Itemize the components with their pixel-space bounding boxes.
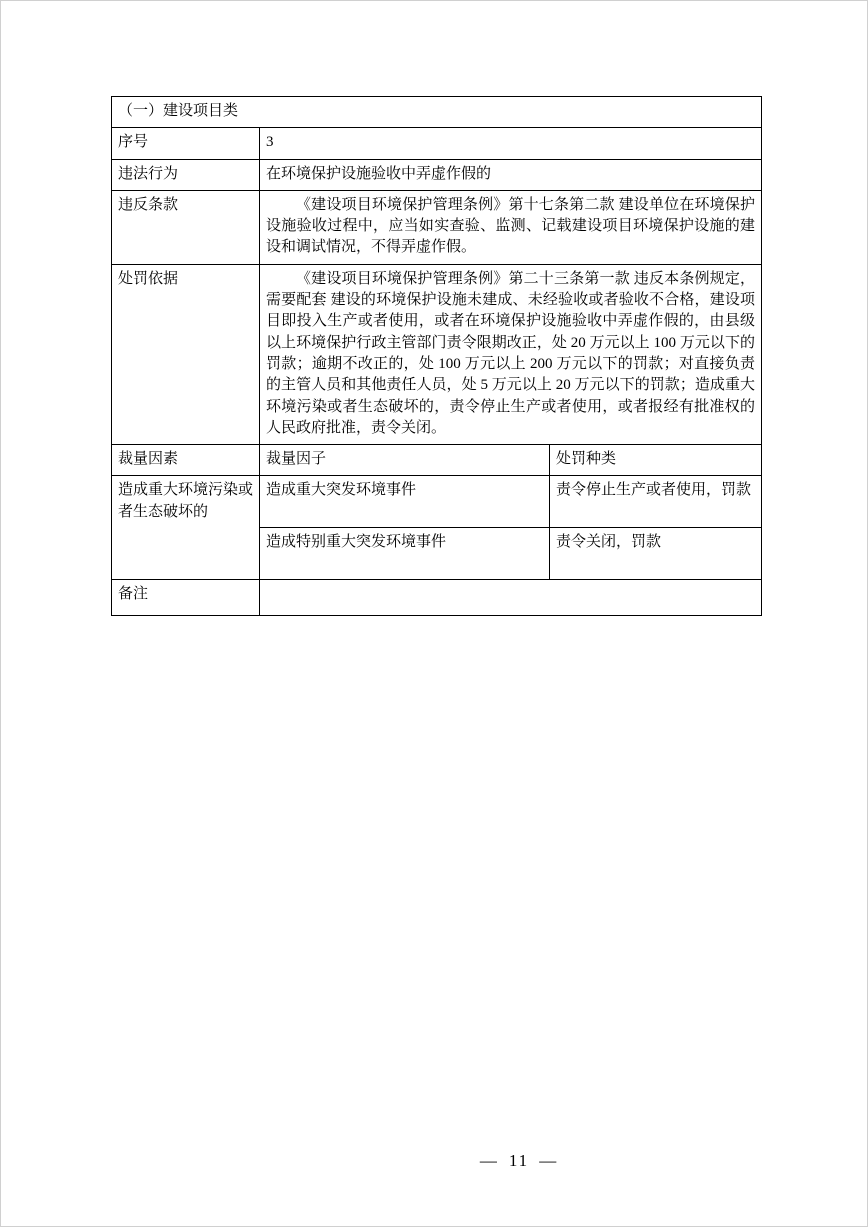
page-number-value: 11 [508,1151,530,1170]
sequence-label: 序号 [112,128,260,159]
discretion-label: 裁量因素 [112,445,260,476]
clause-value: 《建设项目环境保护管理条例》第十七条第二款 建设单位在环境保护设施验收过程中，应当如实查验、监测、记载建设项目环境保护设施的建设和调试情况，不得弄虚作假。 [260,190,762,264]
discretion-factor-header: 裁量因子 [260,445,550,476]
violation-label: 违法行为 [112,159,260,190]
penalty-type-value: 责令关闭，罚款 [550,528,762,580]
table-row-penalty-basis [112,264,762,444]
table-row-discretion-header [112,445,762,476]
clause-label: 违反条款 [112,190,260,264]
page-number-dash-right: — [539,1151,559,1170]
sequence-value: 3 [260,128,762,159]
table-row-factor-1 [112,476,762,528]
factor-value: 造成重大突发环境事件 [260,476,550,528]
table-row-title [112,97,762,128]
page-number-dash-left: — [479,1151,499,1170]
violation-value: 在环境保护设施验收中弄虚作假的 [260,159,762,190]
table-title: （一）建设项目类 [112,97,762,128]
table-row-violation [112,159,762,190]
factor-group-label: 造成重大环境污染或者生态破坏的 [112,476,260,580]
penalty-type-value: 责令停止生产或者使用，罚款 [550,476,762,528]
document-content [111,96,761,616]
table-row-sequence [112,128,762,159]
penalty-type-header: 处罚种类 [550,445,762,476]
page-number [1,1151,867,1171]
remark-value [260,580,762,616]
remark-label: 备注 [112,580,260,616]
penalty-basis-label: 处罚依据 [112,264,260,444]
penalty-discretion-table [111,96,762,616]
penalty-basis-value: 《建设项目环境保护管理条例》第二十三条第一款 违反本条例规定，需要配套 建设的环境保护设施未建成、未经验收或者验收不合格，建设项目即投入生产或者使用，或者在环境保护设施验收中弄虚作假的，由县级以上环境保护行政主管部门责令限期改正，处 20 万元以上 100 万元以下的罚款；逾期不改正的，处 100 万元以上 200 万元以下的罚款；对直接负责的主管人员和其他责任人员，处 5 万元以上 20 万元以下的罚款；造成重大环境污染或者生态破坏的，责令停止生产或者使用，或者报经有批准权的人民政府批准，责令关闭。 [260,264,762,444]
table-row-remark [112,580,762,616]
table-row-clause [112,190,762,264]
factor-value: 造成特别重大突发环境事件 [260,528,550,580]
